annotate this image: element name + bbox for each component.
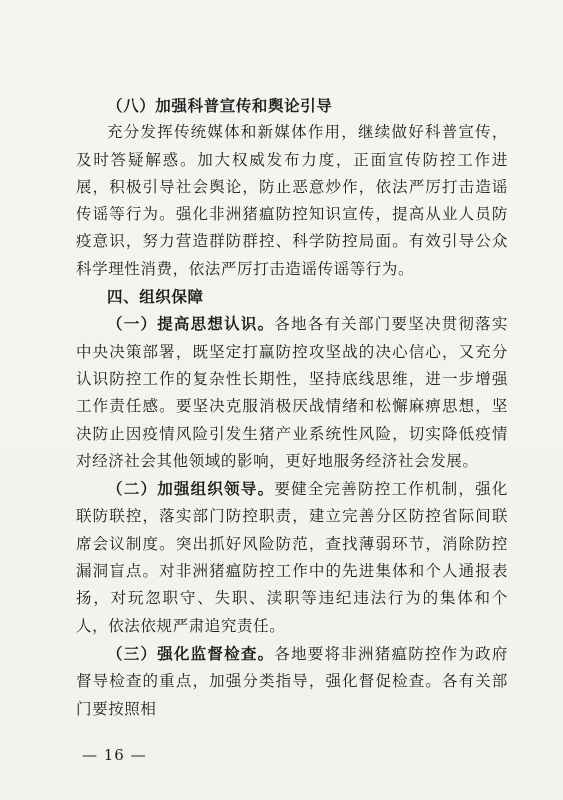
item-2-paragraph — [76, 475, 508, 640]
item-3-body: 各地要将非洲猪瘟防控作为政府督导检查的重点，加强分类指导，强化督促检查。各有关部门要按照相 — [76, 644, 508, 718]
item-1-paragraph — [76, 310, 508, 475]
item-3-paragraph — [76, 640, 508, 723]
part-heading-organizational-guarantee: 四、组织保障 — [107, 287, 204, 307]
item-1-lead: （一）提高思想认识。 — [107, 314, 275, 334]
item-1-body: 各地各有关部门要坚决贯彻落实中央决策部署，既坚定打赢防控攻坚战的决心信心，又充分认识防控工作的复杂性长期性，坚持底线思维，进一步增强工作责任感。要坚决克服消极厌战情绪和松懈麻痹思想，坚决防止因疫情风险引发生猪产业系统性风险，切实降低疫情对经济社会其他领域的影响，更好地服务经济社会发展。 — [76, 315, 508, 470]
page-content — [76, 92, 508, 723]
item-2-lead: （二）加强组织领导。 — [107, 479, 275, 499]
section-heading-8: （八）加强科普宣传和舆论引导 — [107, 96, 333, 115]
page-number: — 16 — — [82, 746, 147, 764]
item-2-body: 要健全完善防控工作机制，强化联防联控，落实部门防控职责，建立完善分区防控省际间联席会议制度。突出抓好风险防范，查找薄弱环节，消除防控漏洞盲点。对非洲猪瘟防控工作中的先进集体和个人通报表扬，对玩忽职守、失职、渎职等违纪违法行为的集体和个人，依法依规严肃追究责任。 — [76, 480, 508, 635]
section-8-paragraph: 充分发挥传统媒体和新媒体作用，继续做好科普宣传，及时答疑解惑。加大权威发布力度，正面宣传防控工作进展，积极引导社会舆论，防止恶意炒作，依法严厉打击造谣传谣等行为。强化非洲猪瘟防控知识宣传，提高从业人员防疫意识，努力营造群防群控、科学防控局面。有效引导公众科学理性消费，依法严厉打击造谣传谣等行为。 — [76, 123, 508, 278]
item-3-lead: （三）强化监督检查。 — [107, 643, 275, 663]
